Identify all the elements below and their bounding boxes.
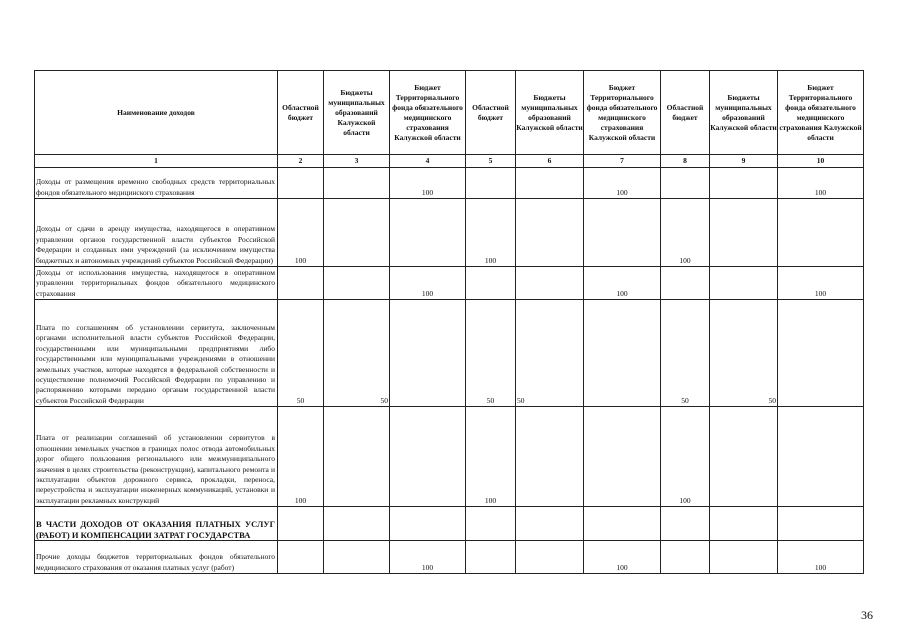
value-cell: 50 [710, 300, 778, 407]
header-municipal-budgets: Бюджеты муниципальных образований Калужской области [516, 71, 584, 155]
value-cell [390, 407, 466, 507]
header-regional-budget: Областной бюджет [466, 71, 516, 155]
column-number: 7 [584, 155, 661, 168]
empty-cell [278, 507, 324, 541]
header-municipal-budgets: Бюджеты муниципальных образований Калужской области [324, 71, 390, 155]
value-cell: 100 [778, 168, 864, 199]
value-cell: 100 [390, 168, 466, 199]
empty-cell [516, 507, 584, 541]
value-cell: 100 [278, 199, 324, 267]
value-cell [710, 168, 778, 199]
value-cell [778, 407, 864, 507]
value-cell: 100 [390, 541, 466, 574]
value-cell: 100 [778, 541, 864, 574]
value-cell [516, 168, 584, 199]
table-row [35, 199, 864, 267]
value-cell: 50 [466, 300, 516, 407]
value-cell: 100 [661, 199, 710, 267]
empty-cell [324, 507, 390, 541]
empty-cell [466, 507, 516, 541]
value-cell: 50 [324, 300, 390, 407]
value-cell [710, 541, 778, 574]
value-cell: 100 [661, 407, 710, 507]
value-cell [516, 541, 584, 574]
empty-cell [778, 507, 864, 541]
income-name-cell: Доходы от использования имущества, находящегося в оперативном управлении территориальных фондов обязательного медицинского страхования [35, 267, 278, 300]
page-number: 36 [861, 608, 873, 622]
value-cell: 100 [778, 267, 864, 300]
column-number: 3 [324, 155, 390, 168]
value-cell [278, 541, 324, 574]
header-regional-budget: Областной бюджет [278, 71, 324, 155]
value-cell: 100 [466, 407, 516, 507]
value-cell [584, 407, 661, 507]
header-tfoms-budget: Бюджет Территориального фонда обязательного медицинского страхования Калужской области [778, 71, 864, 155]
column-number: 4 [390, 155, 466, 168]
value-cell [390, 199, 466, 267]
column-number-row [35, 155, 864, 168]
value-cell: 100 [584, 168, 661, 199]
value-cell: 50 [516, 300, 584, 407]
value-cell [324, 407, 390, 507]
value-cell [466, 541, 516, 574]
value-cell [516, 407, 584, 507]
column-number: 9 [710, 155, 778, 168]
value-cell [390, 300, 466, 407]
value-cell: 50 [661, 300, 710, 407]
section-title: В ЧАСТИ ДОХОДОВ ОТ ОКАЗАНИЯ ПЛАТНЫХ УСЛУГ (РАБОТ) И КОМПЕНСАЦИИ ЗАТРАТ ГОСУДАРСТВА [35, 507, 278, 541]
value-cell: 100 [278, 407, 324, 507]
value-cell [516, 199, 584, 267]
value-cell [278, 168, 324, 199]
table-row [35, 300, 864, 407]
value-cell [778, 300, 864, 407]
value-cell [584, 300, 661, 407]
value-cell [710, 407, 778, 507]
empty-cell [390, 507, 466, 541]
value-cell [324, 541, 390, 574]
empty-cell [710, 507, 778, 541]
value-cell [278, 267, 324, 300]
header-tfoms-budget: Бюджет Территориального фонда обязательного медицинского страхования Калужской области [584, 71, 661, 155]
value-cell: 100 [584, 267, 661, 300]
column-number: 2 [278, 155, 324, 168]
column-number: 5 [466, 155, 516, 168]
value-cell [466, 168, 516, 199]
section-row [35, 507, 864, 541]
value-cell [778, 199, 864, 267]
table-row [35, 168, 864, 199]
column-number: 6 [516, 155, 584, 168]
value-cell [324, 168, 390, 199]
income-name-cell: Плата от реализации соглашений об установлении сервитутов в отношении земельных участков в границах полос отвода автомобильных дорог общего пользования регионального или межмуниципального значения в целях строительства (реконструкции), капитального ремонта и эксплуатации объектов дорожного сервиса, прокладки, переноса, переустройства и эксплуатации инженерных коммуникаций, установки и эксплуатации рекламных конструкций [35, 407, 278, 507]
value-cell [661, 267, 710, 300]
value-cell [710, 199, 778, 267]
header-regional-budget: Областной бюджет [661, 71, 710, 155]
column-number: 10 [778, 155, 864, 168]
value-cell: 50 [278, 300, 324, 407]
value-cell [324, 267, 390, 300]
value-cell [661, 168, 710, 199]
income-distribution-table [34, 70, 864, 574]
table-row [35, 267, 864, 300]
empty-cell [584, 507, 661, 541]
value-cell [324, 199, 390, 267]
value-cell: 100 [390, 267, 466, 300]
table-row [35, 541, 864, 574]
value-cell [466, 267, 516, 300]
column-number: 1 [35, 155, 278, 168]
value-cell [516, 267, 584, 300]
value-cell: 100 [584, 541, 661, 574]
header-income-name: Наименование доходов [35, 71, 278, 155]
income-name-cell: Доходы от размещения временно свободных средств территориальных фондов обязательного медицинского страхования [35, 168, 278, 199]
value-cell: 100 [466, 199, 516, 267]
table-header-row [35, 71, 864, 155]
value-cell [661, 541, 710, 574]
value-cell [584, 199, 661, 267]
income-name-cell: Плата по соглашениям об установлении сервитута, заключенным органами исполнительной власти субъектов Российской Федерации, государственными или муниципальными предприятиями либо государственными или муниципальными учреждениями в отношении земельных участков, которые находятся в федеральной собственности и осуществление полномочий Российской Федерации по управлению и распоряжению которыми передано органам государственной власти субъектов Российской Федерации [35, 300, 278, 407]
header-municipal-budgets: Бюджеты муниципальных образований Калужской области [710, 71, 778, 155]
empty-cell [661, 507, 710, 541]
header-tfoms-budget: Бюджет Территориального фонда обязательного медицинского страхования Калужской области [390, 71, 466, 155]
income-name-cell: Прочие доходы бюджетов территориальных фондов обязательного медицинского страхования от оказания платных услуг (работ) [35, 541, 278, 574]
value-cell [710, 267, 778, 300]
income-name-cell: Доходы от сдачи в аренду имущества, находящегося в оперативном управлении органов государственной власти субъектов Российской Федерации и созданных ими учреждений (за исключением имущества бюджетных и автономных учреждений субъектов Российской Федерации) [35, 199, 278, 267]
table-row [35, 407, 864, 507]
column-number: 8 [661, 155, 710, 168]
